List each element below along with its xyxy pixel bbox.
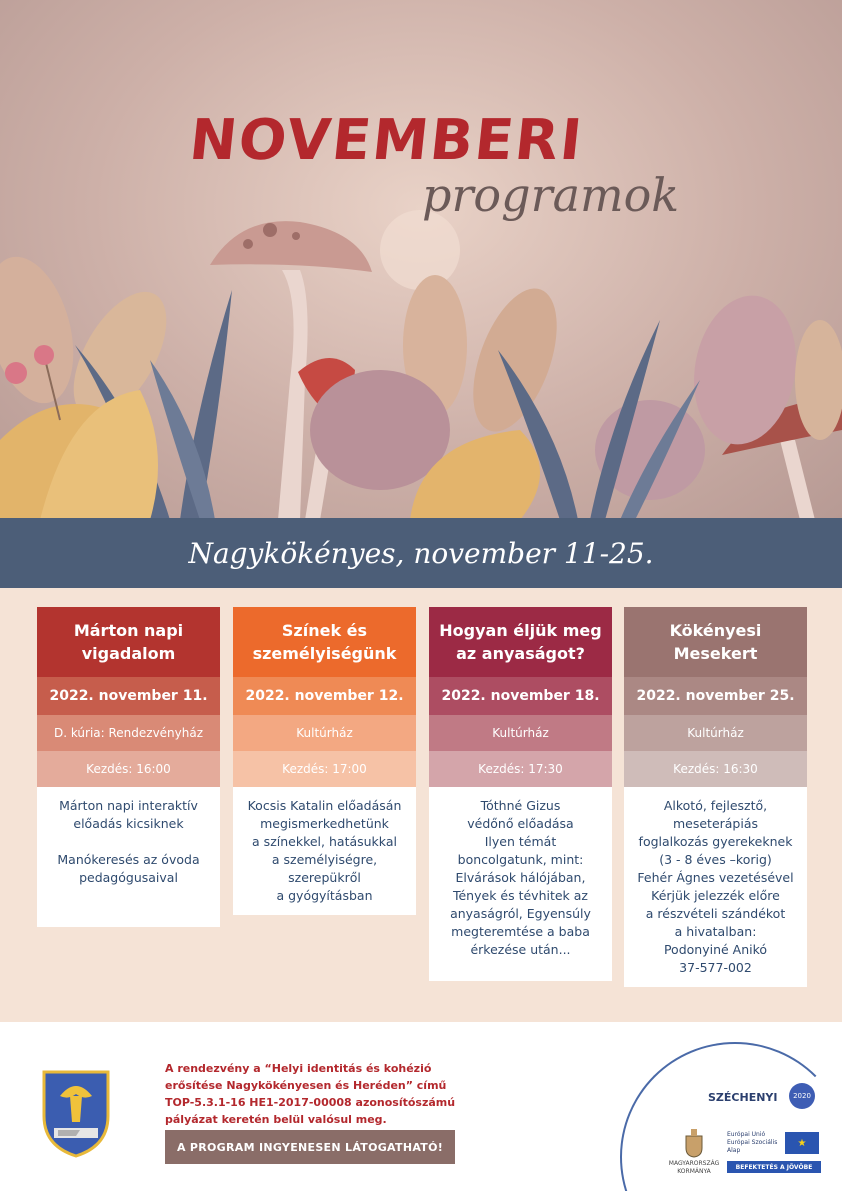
- program-description: Kocsis Katalin előadásán megismerkedhetünk a színekkel, hatásukkal a személyiségre, szerepükről a gyógyításban: [233, 787, 416, 915]
- hero-illustration: [0, 0, 842, 520]
- program-date: 2022. november 12.: [233, 677, 416, 715]
- page-subtitle: programok: [422, 168, 680, 222]
- program-title: Kökényesi Mesekert: [624, 607, 807, 677]
- eu-flag-icon: ★: [785, 1132, 819, 1154]
- program-card: [233, 607, 416, 915]
- program-place: Kultúrház: [624, 715, 807, 751]
- program-card: [37, 607, 220, 927]
- program-description: Alkotó, fejlesztő, meseterápiás foglalkozás gyerekeknek (3 - 8 éves –korig) Fehér Ágnes vezetésével Kérjük jelezzék előre a részvételi szándékot a hivatalban: Podonyiné Anikó 37-577-002: [624, 787, 807, 987]
- program-time: Kezdés: 17:00: [233, 751, 416, 787]
- program-title: Színek és személyiségünk: [233, 607, 416, 677]
- program-title: Hogyan éljük meg az anyaságot?: [429, 607, 612, 677]
- municipal-crest-icon: [40, 1066, 112, 1158]
- hungary-government-text: MAGYARORSZÁG KORMÁNYA: [668, 1160, 720, 1175]
- program-date: 2022. november 25.: [624, 677, 807, 715]
- program-time: Kezdés: 16:00: [37, 751, 220, 787]
- location-date-text: Nagykökényes, november 11-25.: [188, 536, 654, 570]
- program-cards: [37, 607, 807, 987]
- page-title: NOVEMBERI: [186, 108, 587, 173]
- program-date: 2022. november 18.: [429, 677, 612, 715]
- eu-logo: [727, 1129, 821, 1165]
- szechenyi-label: SZÉCHENYI: [708, 1091, 778, 1104]
- hungarian-crest-icon: [684, 1128, 704, 1158]
- funding-notice: A rendezvény a “Helyi identitás és kohézió erősítése Nagykökényesen és Heréden” című TOP-5.3.1-16 HE1-2017-00008 azonosítószámú pályázat keretén belül valósul meg.: [165, 1062, 456, 1126]
- eu-text: Európai Unió Európai Szociális Alap: [727, 1131, 778, 1154]
- footer: [0, 1022, 842, 1191]
- program-place: D. kúria: Rendezvényház: [37, 715, 220, 751]
- program-time: Kezdés: 16:30: [624, 751, 807, 787]
- program-card: [624, 607, 807, 987]
- program-date: 2022. november 11.: [37, 677, 220, 715]
- location-date-band: [0, 518, 842, 588]
- autumn-foliage-illustration: [0, 0, 842, 520]
- program-description: Márton napi interaktív előadás kicsiknek Manókeresés az óvoda pedagógusaival: [37, 787, 220, 927]
- program-time: Kezdés: 17:30: [429, 751, 612, 787]
- program-description: Tóthné Gizus védőnő előadása Ilyen témát boncolgatunk, mint: Elvárások hálójában, Tények és tévhitek az anyaságról, Egyensúly megteremtése a baba érkezése után...: [429, 787, 612, 981]
- szechenyi-2020-badge: 2020: [789, 1083, 815, 1109]
- program-card: [429, 607, 612, 981]
- program-title: Márton napi vigadalom: [37, 607, 220, 677]
- program-place: Kultúrház: [233, 715, 416, 751]
- eu-investment-bar: BEFEKTETÉS A JÖVŐBE: [727, 1161, 821, 1173]
- free-entry-banner: A PROGRAM INGYENESEN LÁTOGATHATÓ!: [165, 1130, 455, 1164]
- program-place: Kultúrház: [429, 715, 612, 751]
